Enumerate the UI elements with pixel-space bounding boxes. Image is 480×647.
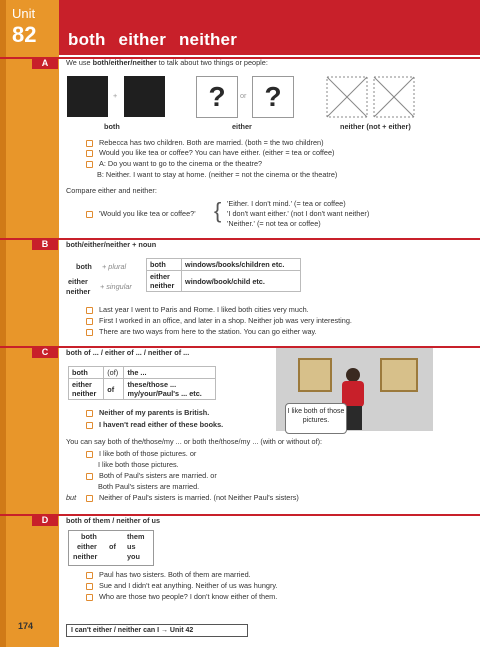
compare-answer: 'Neither.' (= not tea or coffee) [227, 219, 321, 228]
d-c1-0: both [81, 532, 97, 541]
list-item: Both Paul's sisters are married. [98, 482, 200, 491]
list-item: First I worked in an office, and later in a shop. Neither job was very interesting. [86, 316, 352, 326]
list-item: I like both of those pictures. or [86, 449, 196, 459]
list-item: A: Do you want to go to the cinema or the theatre? [86, 159, 262, 169]
section-c-heading: both of ... / either of ... / neither of ... [66, 348, 190, 357]
speech-bubble: I like both of those pictures. [285, 403, 347, 434]
unit-number: 82 [12, 22, 37, 47]
d-c1-1: either [77, 542, 97, 551]
label-both: both [104, 122, 120, 131]
black-square-left [67, 76, 108, 117]
list-item: Sue and I didn't eat anything. Neither of us was hungry. [86, 581, 278, 591]
list-item: Rebecca has two children. Both are married. (both = the two children) [86, 138, 324, 148]
cell: of [104, 379, 124, 400]
picture-frame-right [380, 358, 418, 392]
list-item: I haven't read either of these books. [86, 420, 223, 430]
b-both: both [76, 262, 92, 271]
c-can-say: You can say both of the/those/my ... or both the/those/my ... (with or without of): [66, 437, 323, 446]
section-d-tag: D [32, 514, 58, 526]
cell: the ... [124, 367, 216, 379]
cell: window/book/child etc. [182, 271, 301, 292]
brace: { [214, 198, 222, 223]
cell: either neither [69, 379, 104, 400]
label-either: either [232, 122, 252, 131]
unit-label: Unit [12, 6, 36, 21]
list-item: I like both those pictures. [98, 460, 179, 469]
d-c3-2: you [127, 552, 140, 561]
b-plural-note: + plural [102, 262, 127, 271]
section-a-intro: We use both/either/neither to talk about two things or people: [66, 58, 268, 67]
question-box-right: ? [252, 76, 294, 118]
d-c1-2: neither [73, 552, 98, 561]
list-item: Would you like tea or coffee? You can have either. (either = tea or coffee) [86, 148, 334, 158]
page-title: both either neither [68, 30, 238, 49]
list-item: Neither of Paul's sisters is married. (not Neither Paul's sisters) [86, 493, 299, 503]
section-a-tag: A [32, 57, 58, 69]
picture-frame-left [298, 358, 332, 392]
sidebar-strip [0, 0, 6, 647]
compare-question: 'Would you like tea or coffee?' [86, 209, 196, 219]
c-table [68, 366, 216, 400]
or-sign: or [240, 91, 247, 100]
person-head [346, 368, 360, 382]
cell: both [147, 259, 182, 271]
section-b-heading: both/either/neither + noun [66, 240, 157, 249]
d-table [68, 530, 154, 566]
b-neither: neither [66, 287, 91, 296]
d-c2: of [109, 542, 116, 551]
list-item: There are two ways from here to the station. You can go either way. [86, 327, 317, 337]
cell: both [69, 367, 104, 379]
list-item: Both of Paul's sisters are married. or [86, 471, 217, 481]
black-square-right [124, 76, 165, 117]
b-singular-note: + singular [100, 282, 132, 291]
b-either: either [68, 277, 88, 286]
question-box-left: ? [196, 76, 238, 118]
compare-label: Compare either and neither: [66, 186, 157, 195]
cell: either neither [147, 271, 182, 292]
d-c3-0: them [127, 532, 145, 541]
list-item: Who are those two people? I don't know either of them. [86, 592, 277, 602]
cell: these/those ... my/your/Paul's ... etc. [124, 379, 216, 400]
compare-answer: 'I don't want either.' (not I don't want neither) [227, 209, 370, 218]
section-b-tag: B [32, 238, 58, 250]
list-item: B: Neither. I want to stay at home. (neither = not the cinema or the theatre) [97, 170, 338, 179]
list-item: Neither of my parents is British. [86, 408, 209, 418]
compare-answer: 'Either. I don't mind.' (= tea or coffee) [227, 199, 346, 208]
cell: windows/books/children etc. [182, 259, 301, 271]
list-item: Paul has two sisters. Both of them are married. [86, 570, 251, 580]
section-d-heading: both of them / neither of us [66, 516, 161, 525]
d-c3-1: us [127, 542, 136, 551]
but-label: but [66, 493, 77, 502]
cross-reference-link[interactable]: I can't either / neither can I → Unit 42 [66, 624, 248, 637]
section-c-tag: C [32, 346, 58, 358]
crossed-boxes-icon [326, 76, 416, 118]
list-item: Last year I went to Paris and Rome. I liked both cities very much. [86, 305, 309, 315]
sidebar [0, 0, 59, 647]
plus-sign: + [113, 91, 118, 100]
page-number: 174 [18, 621, 34, 631]
label-neither: neither (not + either) [340, 122, 411, 131]
cell: (of) [104, 367, 124, 379]
b-table [146, 258, 301, 292]
